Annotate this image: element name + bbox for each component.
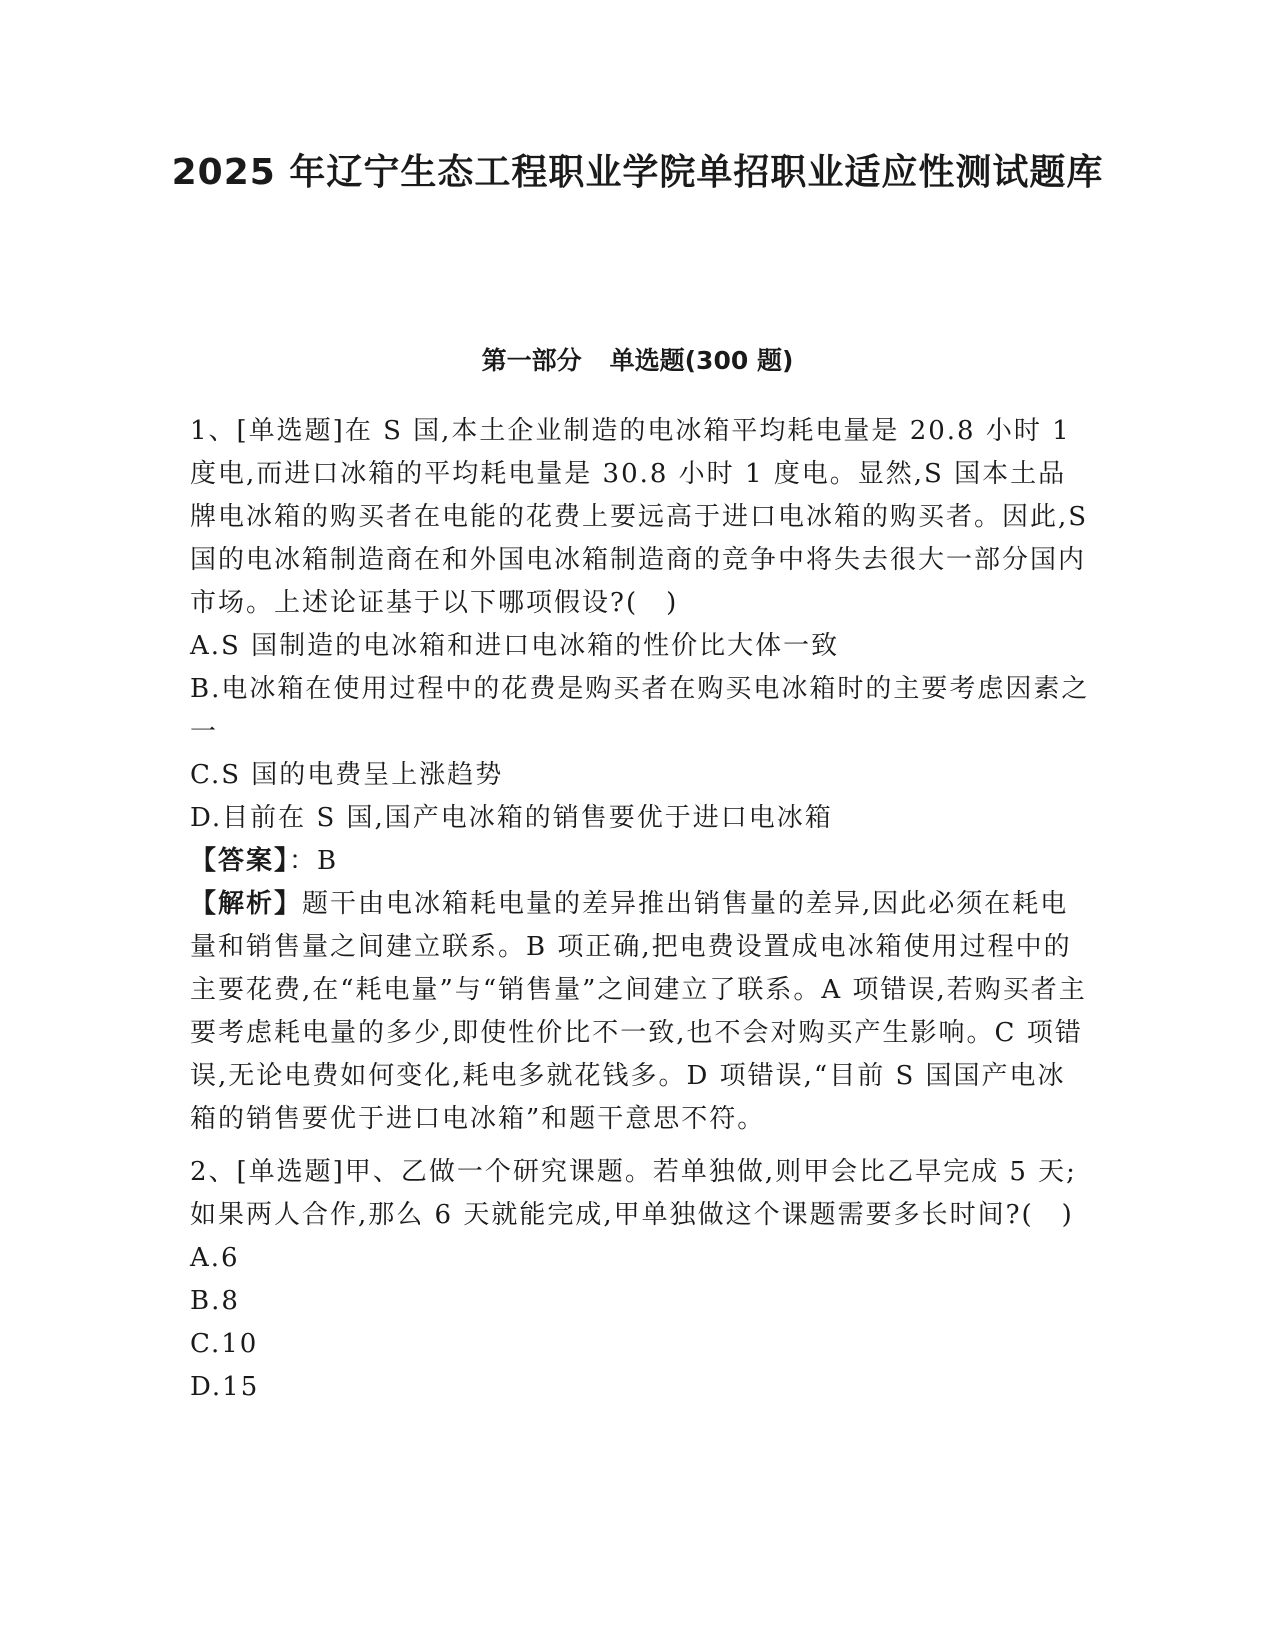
section-part: 第一部分 [481,346,582,375]
option-b: B.电冰箱在使用过程中的花费是购买者在购买电冰箱时的主要考虑因素之一 [190,674,1090,747]
option-a: A.S 国制造的电冰箱和进口电冰箱的性价比大体一致 [190,631,840,661]
option-a: A.6 [190,1243,240,1273]
option-c: C.S 国的电费呈上涨趋势 [190,760,504,790]
option-b: B.8 [190,1286,240,1316]
section-heading [170,343,1105,379]
answer-line [190,840,1090,883]
answer-value: ：B [289,846,339,876]
question-stem: 2、[单选题]甲、乙做一个研究课题。若单独做,则甲会比乙早完成 5 天;如果两人合作,那么 6 天就能完成,甲单独做这个课题需要多长时间?( ) [190,1157,1077,1230]
section-name: 单选题(300 题) [609,346,794,375]
question-item [190,1151,1090,1409]
analysis-text: 题干由电冰箱耗电量的差异推出销售量的差异,因此必须在耗电量和销售量之间建立联系。B 项正确,把电费设置成电冰箱使用过程中的主要花费,在“耗电量”与“销售量”之间建立了联系。A 项错误,若购买者主要考虑耗电量的多少,即使性价比不一致,也不会对购买产生影响。C 项错误,无论电费如何变化,耗电多就花钱多。D 项错误,“目前 S 国国产电冰箱的销售要优于进口电冰箱”和题干意思不符。 [190,889,1087,1134]
question-stem: 1、[单选题]在 S 国,本土企业制造的电冰箱平均耗电量是 20.8 小时 1 度电,而进口冰箱的平均耗电量是 30.8 小时 1 度电。显然,S 国本土品牌电冰箱的购买者在电能的花费上要远高于进口电冰箱的购买者。因此,S 国的电冰箱制造商在和外国电冰箱制造商的竞争中将失去很大一部分国内市场。上述论证基于以下哪项假设?( ) [190,416,1089,618]
document-title: 2025 年辽宁生态工程职业学院单招职业适应性测试题库 [171,152,1104,193]
question-list [190,410,1090,1419]
option-d: D.15 [190,1372,260,1402]
answer-label: 【答案】 [190,846,290,876]
option-c: C.10 [190,1329,259,1359]
question-item [190,410,1090,1141]
analysis-label: 【解析】 [190,889,303,919]
analysis-paragraph [190,883,1090,1141]
option-d: D.目前在 S 国,国产电冰箱的销售要优于进口电冰箱 [190,803,833,833]
